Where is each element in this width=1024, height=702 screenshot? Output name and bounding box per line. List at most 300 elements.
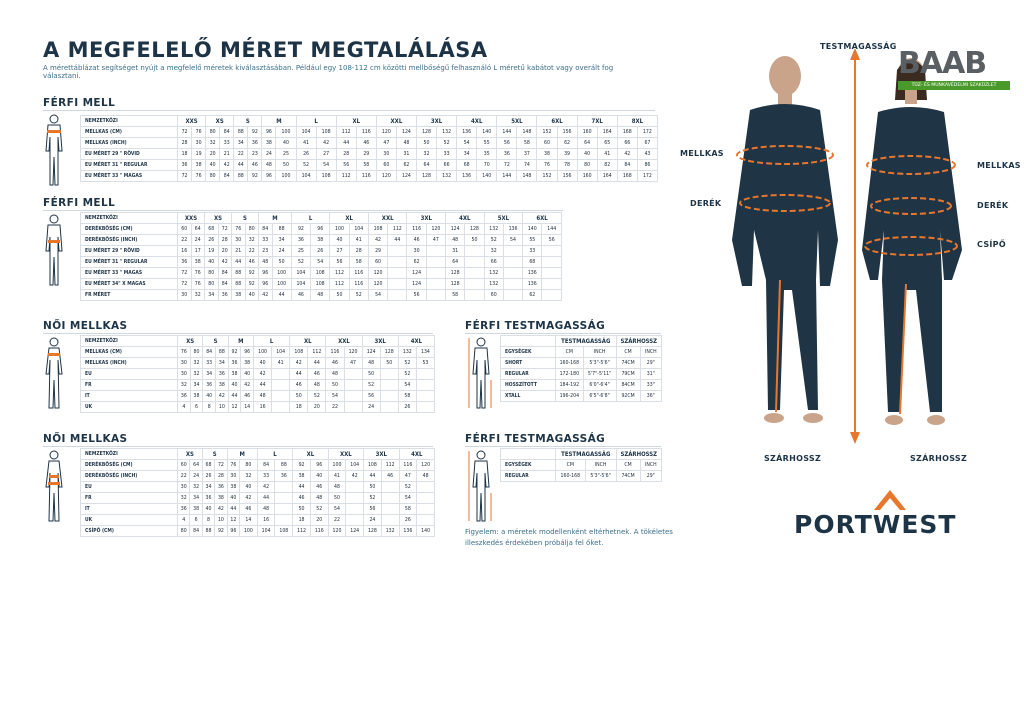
- table-cell: 44: [272, 290, 291, 301]
- table-row: [81, 380, 435, 391]
- table-cell: 8: [202, 515, 214, 526]
- table-cell: 54: [326, 391, 344, 402]
- table-cell: [388, 268, 407, 279]
- table-cell: 46: [356, 138, 376, 149]
- table-cell: 124: [407, 279, 426, 290]
- table-cell: 108: [316, 171, 336, 182]
- table-cell: 108: [311, 268, 330, 279]
- table-cell: 68: [457, 160, 477, 171]
- table-cell: 46: [308, 369, 326, 380]
- table-cell: 56: [362, 391, 380, 402]
- table-cell: 88: [232, 279, 246, 290]
- table-cell: 116: [356, 171, 376, 182]
- table-cell: 10: [216, 402, 229, 413]
- table-cell: [426, 268, 445, 279]
- table-cell: 120: [417, 460, 435, 471]
- table-cell: 30: [227, 471, 239, 482]
- table-cell: 4: [178, 515, 190, 526]
- table-cell: 156: [557, 171, 577, 182]
- table-cell: 46: [245, 257, 259, 268]
- table-cell: 44: [308, 358, 326, 369]
- table-cell: 41: [597, 149, 617, 160]
- table-cell: [388, 257, 407, 268]
- row-label: IT: [81, 504, 178, 515]
- size-header: L: [296, 116, 336, 127]
- size-header: 6XL: [523, 213, 562, 224]
- table-cell: 44: [388, 235, 407, 246]
- row-label: FR: [81, 493, 178, 504]
- table-cell: [346, 482, 364, 493]
- table-cell: 50: [465, 235, 484, 246]
- size-header: L: [257, 449, 292, 460]
- table-corner-label: [501, 336, 556, 347]
- table-cell: 33: [257, 471, 275, 482]
- table-cell: 44: [290, 369, 308, 380]
- table-cell: 140: [417, 526, 435, 537]
- table-cell: 46: [248, 160, 262, 171]
- table-cell: 34: [457, 149, 477, 160]
- row-label: FR MÉRET: [81, 290, 178, 301]
- table-cell: 92: [291, 224, 310, 235]
- table-cell: 60: [178, 224, 192, 235]
- table-cell: 38: [227, 482, 239, 493]
- table-cell: 48: [362, 358, 380, 369]
- row-label: EU MÉRET 29 " RÖVID: [81, 149, 178, 160]
- table-cell: INCH: [583, 347, 616, 358]
- row-label: IT: [81, 391, 178, 402]
- table-cell: 56: [497, 138, 517, 149]
- table-cell: 6'5"-6'8": [583, 391, 616, 402]
- row-label: EGYSÉGEK: [501, 347, 556, 358]
- table-cell: 47: [376, 138, 396, 149]
- table-cell: 22: [328, 515, 346, 526]
- table-cell: 84: [220, 171, 234, 182]
- size-header: XL: [290, 336, 326, 347]
- table-cell: 47: [426, 235, 445, 246]
- table-cell: 116: [356, 127, 376, 138]
- table-cell: 132: [484, 224, 503, 235]
- table-cell: 100: [272, 268, 291, 279]
- size-header: XL: [336, 116, 376, 127]
- table-cell: 64: [416, 160, 436, 171]
- table-cell: 120: [328, 526, 346, 537]
- table-cell: 46: [293, 493, 311, 504]
- height-figure-icon: [466, 336, 494, 411]
- table-cell: 26: [296, 149, 316, 160]
- size-header: XXL: [376, 116, 416, 127]
- table-cell: 38: [215, 493, 227, 504]
- table-cell: 80: [178, 526, 190, 537]
- table-cell: 116: [349, 268, 368, 279]
- table-cell: 104: [291, 279, 310, 290]
- table-cell: 80: [240, 460, 258, 471]
- table-cell: 96: [227, 526, 239, 537]
- table-cell: 68: [205, 224, 219, 235]
- table-row: [81, 171, 658, 182]
- table-row: [81, 224, 562, 235]
- table-cell: 80: [205, 279, 219, 290]
- table-cell: 84: [617, 160, 637, 171]
- section-title-ferfi-mell-2: FÉRFI MELL: [43, 197, 116, 209]
- table-cell: 24: [190, 471, 202, 482]
- table-cell: 40: [203, 391, 216, 402]
- table-cell: 116: [349, 279, 368, 290]
- table-cell: 27: [316, 149, 336, 160]
- table-cell: 44: [257, 493, 275, 504]
- table-cell: [380, 402, 398, 413]
- table-cell: 42: [368, 235, 387, 246]
- table-cell: 30: [178, 369, 191, 380]
- table-cell: 6: [190, 515, 202, 526]
- table-corner-label: NEMZETKÖZI: [81, 449, 178, 460]
- table-cell: 88: [272, 224, 291, 235]
- table-row: [501, 369, 662, 380]
- table-cell: [272, 369, 290, 380]
- table-cell: 33: [523, 246, 542, 257]
- table-cell: 100: [330, 224, 349, 235]
- table-cell: 104: [296, 171, 316, 182]
- table-cell: 76: [178, 347, 191, 358]
- table-cell: 84: [218, 268, 232, 279]
- size-table-ferfi-testmag-2: [500, 448, 662, 482]
- table-cell: 76: [232, 224, 246, 235]
- table-cell: 172-180: [556, 369, 584, 380]
- table-cell: 50: [293, 504, 311, 515]
- table-cell: 46: [326, 358, 344, 369]
- table-cell: [346, 504, 364, 515]
- table-cell: 84: [257, 460, 275, 471]
- section-title-noi-mellkas-1: NŐI MELLKAS: [43, 320, 128, 332]
- table-cell: 88: [216, 347, 229, 358]
- table-cell: 86: [637, 160, 657, 171]
- table-cell: 16: [178, 246, 192, 257]
- table-cell: [275, 482, 293, 493]
- table-cell: 100: [276, 127, 296, 138]
- table-row: [501, 358, 662, 369]
- table-cell: 140: [477, 171, 497, 182]
- table-cell: [416, 391, 434, 402]
- table-cell: 38: [192, 160, 206, 171]
- table-cell: [416, 380, 434, 391]
- table-cell: 12: [228, 402, 241, 413]
- table-cell: 104: [291, 268, 310, 279]
- table-cell: 48: [254, 391, 272, 402]
- row-label: EU MÉRET 31 " REGULAR: [81, 160, 178, 171]
- row-label: EU MÉRET 33 " MAGAS: [81, 268, 178, 279]
- table-cell: 28: [336, 149, 356, 160]
- table-cell: 82: [597, 160, 617, 171]
- table-cell: 108: [311, 279, 330, 290]
- table-cell: 23: [248, 149, 262, 160]
- table-cell: 24: [272, 246, 291, 257]
- table-cell: 20: [308, 402, 326, 413]
- table-cell: 124: [396, 171, 416, 182]
- table-cell: 18: [293, 515, 311, 526]
- size-header: XXS: [178, 213, 205, 224]
- table-row: [81, 235, 562, 246]
- table-cell: [465, 279, 484, 290]
- size-header: S: [234, 116, 262, 127]
- table-cell: 108: [368, 224, 387, 235]
- table-cell: 54: [328, 504, 346, 515]
- table-cell: 46: [291, 290, 310, 301]
- table-cell: 120: [344, 347, 362, 358]
- table-cell: 43: [637, 149, 657, 160]
- table-cell: 33: [437, 149, 457, 160]
- table-cell: 84: [203, 347, 216, 358]
- table-cell: 72: [178, 171, 192, 182]
- table-cell: 28: [218, 235, 232, 246]
- table-cell: 62: [523, 290, 542, 301]
- table-cell: 74CM: [616, 358, 640, 369]
- size-header: XXL: [328, 449, 363, 460]
- table-cell: [388, 290, 407, 301]
- label-mellkas-male: MELLKAS: [680, 149, 724, 158]
- table-cell: 96: [259, 279, 273, 290]
- table-cell: 160: [577, 171, 597, 182]
- table-cell: 38: [232, 290, 246, 301]
- table-cell: 120: [368, 268, 387, 279]
- table-cell: 42: [216, 391, 229, 402]
- table-cell: 52: [362, 380, 380, 391]
- table-cell: 29: [368, 246, 387, 257]
- table-cell: 68: [523, 257, 542, 268]
- table-corner-label: NEMZETKÖZI: [81, 336, 178, 347]
- table-cell: 136: [523, 279, 542, 290]
- table-cell: 50: [326, 380, 344, 391]
- label-mellkas-female: MELLKAS: [977, 161, 1021, 170]
- table-cell: 128: [364, 526, 382, 537]
- table-row: [81, 471, 435, 482]
- table-cell: 88: [275, 460, 293, 471]
- size-header: XS: [178, 336, 203, 347]
- table-cell: 172: [637, 171, 657, 182]
- table-cell: 52: [398, 369, 416, 380]
- column-group-header: TESTMAGASSÁG: [556, 449, 617, 460]
- table-row: [81, 402, 435, 413]
- table-cell: 38: [191, 257, 205, 268]
- table-cell: 124: [407, 268, 426, 279]
- table-cell: 76: [537, 160, 557, 171]
- table-cell: 79CM: [616, 369, 640, 380]
- table-cell: [417, 493, 435, 504]
- label-derek-male: DERÉK: [690, 199, 722, 208]
- size-header: L: [291, 213, 330, 224]
- page-subtitle: A mérettáblázat segítséget nyújt a megfelelő méretek kiválasztásában. Például egy 108-112 cm közötti mellbőségű felhasználó L méretű kabátot vagy overált fog választani.: [43, 64, 614, 80]
- table-cell: 108: [364, 460, 382, 471]
- size-header: M: [228, 336, 253, 347]
- table-cell: 38: [311, 235, 330, 246]
- table-cell: 54: [398, 380, 416, 391]
- table-cell: 50: [276, 160, 296, 171]
- table-row: [81, 149, 658, 160]
- table-cell: 68: [202, 460, 214, 471]
- table-cell: 160: [577, 127, 597, 138]
- size-header: S: [202, 449, 227, 460]
- size-header: M: [259, 213, 292, 224]
- table-cell: 24: [362, 402, 380, 413]
- section-title-ferfi-mell-1: FÉRFI MELL: [43, 97, 116, 109]
- table-cell: 88: [232, 268, 246, 279]
- table-cell: [380, 369, 398, 380]
- size-table-ferfi-mell-1: [80, 115, 658, 182]
- table-cell: 22: [245, 246, 259, 257]
- table-cell: 80: [577, 160, 597, 171]
- size-header: 7XL: [577, 116, 617, 127]
- size-header: S: [203, 336, 228, 347]
- table-cell: 40: [228, 380, 241, 391]
- table-cell: 28: [178, 138, 192, 149]
- table-cell: [275, 515, 293, 526]
- size-header: XS: [205, 213, 232, 224]
- table-cell: 32: [484, 246, 503, 257]
- table-cell: 58: [356, 160, 376, 171]
- table-cell: 36": [640, 391, 661, 402]
- table-cell: 116: [310, 526, 328, 537]
- table-cell: 70: [477, 160, 497, 171]
- section-title-ferfi-testmag-1: FÉRFI TESTMAGASSÁG: [465, 320, 606, 332]
- table-cell: 66: [617, 138, 637, 149]
- table-cell: [426, 257, 445, 268]
- table-cell: 32: [240, 471, 258, 482]
- table-cell: 62: [557, 138, 577, 149]
- table-cell: 84: [190, 526, 202, 537]
- table-row: [81, 460, 435, 471]
- size-header: M: [262, 116, 296, 127]
- row-label: DERÉKBŐSÉG (INCH): [81, 235, 178, 246]
- table-cell: 32: [178, 493, 190, 504]
- table-corner-label: NEMZETKÖZI: [81, 116, 178, 127]
- table-cell: [416, 402, 434, 413]
- table-cell: 108: [275, 526, 293, 537]
- table-cell: 134: [416, 347, 434, 358]
- table-cell: 104: [272, 347, 290, 358]
- table-cell: [542, 290, 562, 301]
- table-cell: 152: [537, 127, 557, 138]
- table-cell: 132: [437, 171, 457, 182]
- size-header: 5XL: [484, 213, 523, 224]
- table-cell: 60: [484, 290, 503, 301]
- table-cell: 128: [416, 127, 436, 138]
- table-row: [81, 515, 435, 526]
- row-label: HOSSZÍTOTT: [501, 380, 556, 391]
- table-cell: 76: [192, 171, 206, 182]
- table-cell: 44: [232, 257, 246, 268]
- table-cell: 104: [257, 526, 275, 537]
- table-cell: 168: [617, 127, 637, 138]
- table-cell: 44: [254, 380, 272, 391]
- size-header: 4XL: [446, 213, 485, 224]
- table-cell: 88: [234, 127, 248, 138]
- table-cell: 132: [398, 347, 416, 358]
- table-cell: 144: [497, 127, 517, 138]
- table-cell: 48: [308, 380, 326, 391]
- table-cell: 42: [290, 358, 308, 369]
- table-cell: 62: [407, 257, 426, 268]
- table-cell: 41: [349, 235, 368, 246]
- divider: [465, 333, 661, 334]
- female-chest-figure-icon: [43, 336, 65, 411]
- table-cell: 44: [227, 504, 239, 515]
- row-label: DERÉKBŐSÉG (CM): [81, 460, 178, 471]
- table-cell: 112: [330, 279, 349, 290]
- divider: [43, 210, 563, 211]
- table-cell: [542, 279, 562, 290]
- table-cell: 26: [311, 246, 330, 257]
- table-cell: 36: [203, 380, 216, 391]
- table-cell: 38: [228, 369, 241, 380]
- table-cell: 136: [503, 224, 522, 235]
- table-cell: INCH: [640, 347, 661, 358]
- table-cell: 36: [216, 369, 229, 380]
- table-cell: 80: [190, 347, 203, 358]
- table-cell: 28: [349, 246, 368, 257]
- table-cell: 64: [446, 257, 465, 268]
- row-label: EU MÉRET 31 " REGULAR: [81, 257, 178, 268]
- table-cell: 26: [202, 471, 214, 482]
- table-cell: 48: [311, 290, 330, 301]
- table-cell: 74CM: [616, 471, 640, 482]
- row-label: MELLKAS (CM): [81, 347, 178, 358]
- table-cell: [344, 369, 362, 380]
- table-cell: 88: [234, 171, 248, 182]
- table-cell: 27: [330, 246, 349, 257]
- size-header: 6XL: [537, 116, 577, 127]
- table-cell: 42: [617, 149, 637, 160]
- table-cell: 35: [477, 149, 497, 160]
- table-cell: 38: [190, 391, 203, 402]
- table-cell: 52: [296, 160, 316, 171]
- table-cell: 41: [328, 471, 346, 482]
- table-cell: 60: [537, 138, 557, 149]
- table-cell: 60: [376, 160, 396, 171]
- divider: [43, 333, 433, 334]
- table-cell: 37: [517, 149, 537, 160]
- table-cell: 120: [368, 279, 387, 290]
- table-row: [81, 504, 435, 515]
- table-cell: 25: [291, 246, 310, 257]
- table-cell: 72: [178, 268, 192, 279]
- table-cell: 132: [381, 526, 399, 537]
- table-cell: 40: [245, 290, 259, 301]
- table-cell: 32: [190, 482, 202, 493]
- table-cell: 22: [326, 402, 344, 413]
- table-cell: 17: [191, 246, 205, 257]
- table-cell: 56: [336, 160, 356, 171]
- table-cell: 8: [203, 402, 216, 413]
- table-cell: 40: [240, 482, 258, 493]
- table-cell: 42: [254, 369, 272, 380]
- row-label: XTALL: [501, 391, 556, 402]
- table-cell: 76: [227, 460, 239, 471]
- table-cell: [381, 515, 399, 526]
- table-cell: CM: [616, 460, 640, 471]
- table-cell: 164: [597, 127, 617, 138]
- size-header: 4XL: [457, 116, 497, 127]
- row-label: CSÍPŐ (CM): [81, 526, 178, 537]
- table-cell: 152: [537, 171, 557, 182]
- table-cell: [426, 279, 445, 290]
- table-cell: 14: [240, 515, 258, 526]
- size-header: XXL: [326, 336, 362, 347]
- table-cell: 30: [178, 290, 192, 301]
- table-cell: 120: [426, 224, 445, 235]
- table-cell: 36: [291, 235, 310, 246]
- table-row: [81, 358, 435, 369]
- table-cell: 128: [446, 268, 465, 279]
- size-table-noi-mellkas-2: [80, 448, 435, 537]
- label-szarhossz-male: SZÁRHOSSZ: [764, 454, 822, 463]
